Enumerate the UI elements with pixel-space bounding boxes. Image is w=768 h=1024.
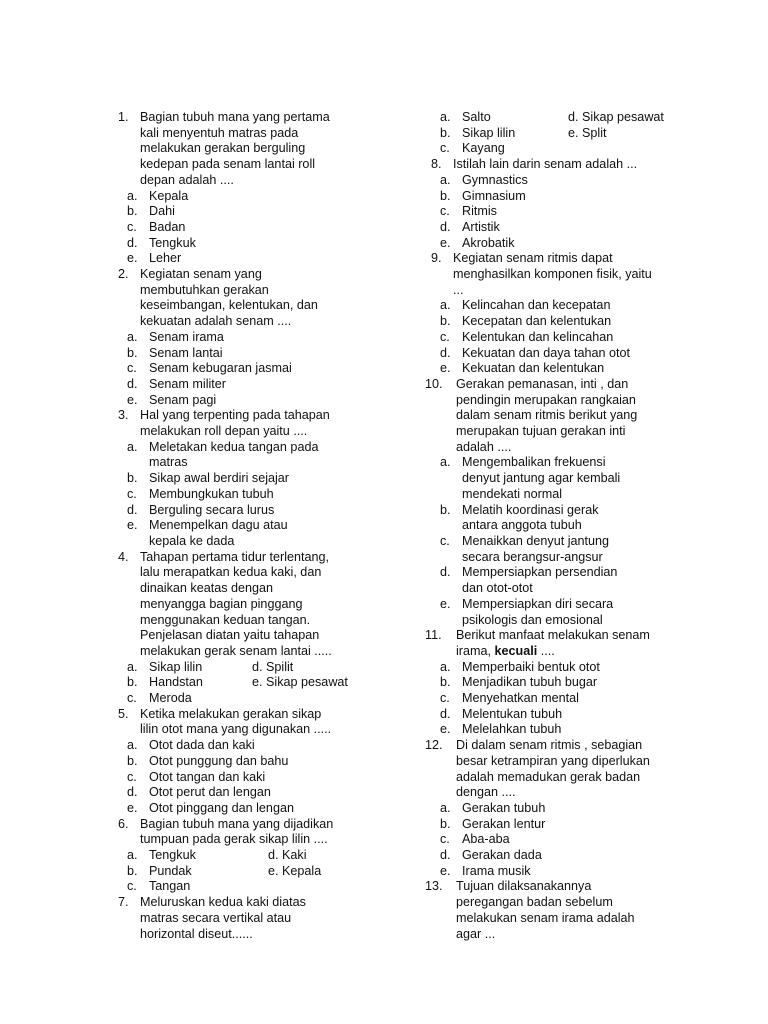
answer-option [431,204,681,220]
option-letter: e. [127,251,138,266]
option-letter: c. [440,832,450,847]
option-text: Melentukan tubuh [462,706,563,721]
question-4 [118,550,368,660]
answer-option [431,597,681,628]
option-letter: e. [440,361,451,376]
option-text: Leher [149,251,182,266]
option-text: e. Split [568,125,607,140]
question-text: menggunakan keduan tangan. [140,612,311,627]
question-number: 10. [425,376,443,391]
answer-option [431,189,681,205]
option-letter: c. [440,329,450,344]
question-text: adalah memadukan gerak badan [456,769,641,784]
option-letter: a. [127,738,138,753]
question-number: 7. [118,895,129,910]
answer-option [431,173,681,189]
option-letter: d. [127,502,138,517]
option-text: antara anggota tubuh [462,518,582,533]
answer-option [431,455,681,502]
answer-option [118,346,368,362]
question-5 [118,707,368,738]
option-letter: e. [127,800,138,815]
question-text: melakukan gerak senam lantai ..... [140,643,332,658]
question-number: 12. [425,738,443,753]
question-text: melakukan roll depan yaitu .... [140,424,308,439]
question-number: 9. [431,251,442,266]
answer-option-row [118,879,368,895]
option-text: mendekati normal [462,486,563,501]
question-number: 8. [431,157,442,172]
option-text: Menjadikan tubuh bugar [462,675,598,690]
option-text: Otot pinggang dan lengan [149,800,294,815]
option-text: Mempersiapkan persendian [462,565,618,580]
question-text: menyangga bagian pinggang [140,596,303,611]
option-letter: c. [440,141,450,156]
answer-option-row [118,691,368,707]
option-letter: e. [440,722,451,737]
question-6 [118,817,368,848]
answer-option-row [118,660,368,676]
question-text: Istilah lain darin senam adalah ... [453,157,638,172]
answer-option [118,377,368,393]
question-text: dengan .... [456,785,516,800]
option-letter: b. [440,188,451,203]
option-text: Otot perut dan lengan [149,785,271,800]
option-letter: b. [127,675,138,690]
option-letter: a. [440,110,451,124]
answer-option [431,330,681,346]
option-letter: b. [440,314,451,329]
answer-option-row [431,126,681,142]
option-text: d. Sikap pesawat [568,110,664,124]
option-letter: d. [440,565,451,580]
option-letter: a. [440,455,451,470]
question-number: 1. [118,110,129,124]
answer-option [118,770,368,786]
question-text: matras secara vertikal atau [140,910,292,925]
question-text: Kegiatan senam ritmis dapat [453,251,613,266]
question-text: kekuatan adalah senam .... [140,314,292,329]
option-text: Kelincahan dan kecepatan [462,298,611,313]
question-text: keseimbangan, kelentukan, dan [140,298,318,313]
question-text: dalam senam ritmis berikut yang [456,408,638,423]
option-text: Meroda [149,691,192,706]
answer-option-row [431,141,681,157]
question-text: melakukan senam irama adalah [456,910,635,925]
option-letter: a. [127,848,138,863]
question-number: 13. [425,879,443,894]
option-text: Salto [462,110,491,124]
option-text: Otot dada dan kaki [149,738,255,753]
option-letter: a. [127,188,138,203]
option-letter: b. [127,345,138,360]
option-letter: c. [440,691,450,706]
question-1 [118,110,368,189]
question-text: Tujuan dilaksanakannya [456,879,592,894]
option-text: Irama musik [462,863,531,878]
option-text: Kelentukan dan kelincahan [462,329,614,344]
question-8 [431,157,681,173]
question-text: Tahapan pertama tidur terlentang, [140,549,330,564]
question-text: Di dalam senam ritmis , sebagian [456,738,643,753]
option-text: d. Spilit [252,659,294,674]
option-text: Ritmis [462,204,497,219]
question-text: kali menyentuh matras pada [140,125,299,140]
question-13 [425,879,681,942]
option-letter: c. [127,361,137,376]
option-letter: a. [127,329,138,344]
answer-option [431,707,681,723]
option-letter: a. [440,172,451,187]
question-text [456,644,681,660]
option-letter: d. [127,785,138,800]
option-letter: c. [127,879,137,894]
option-text: psikologis dan emosional [462,612,603,627]
answer-option [431,346,681,362]
answer-option [118,361,368,377]
answer-option [118,785,368,801]
option-letter: e. [127,518,138,533]
question-text: kedepan pada senam lantai roll [140,157,316,172]
answer-option [431,675,681,691]
option-text: Handstan [149,675,203,690]
answer-option [431,236,681,252]
option-letter: e. [440,596,451,611]
question-text: besar ketrampiran yang diperlukan [456,753,650,768]
question-text: agar ... [456,926,496,941]
question-number: 4. [118,549,129,564]
option-text: dan otot-otot [462,581,533,596]
option-text: Sikap awal berdiri sejajar [149,471,289,486]
answer-option-row [118,675,368,691]
option-text: Senam militer [149,376,226,391]
question-text: lalu merapatkan kedua kaki, dan [140,565,322,580]
question-number: 11. [425,628,442,643]
question-text: Hal yang terpenting pada tahapan [140,408,330,423]
answer-option [431,503,681,534]
question-text: peregangan badan sebelum [456,895,613,910]
answer-option [118,503,368,519]
answer-option [431,565,681,596]
option-text: Kayang [462,141,505,156]
option-text: Menaikkan denyut jantung [462,533,610,548]
option-text: Sikap lilin [149,659,203,674]
question-number: 2. [118,267,129,282]
answer-option [431,832,681,848]
question-text: dinaikan keatas dengan [140,581,274,596]
option-text: Gerakan dada [462,848,542,863]
option-text: Gimnasium [462,188,526,203]
answer-option [431,361,681,377]
option-text: secara berangsur-angsur [462,549,603,564]
option-letter: d. [127,376,138,391]
option-text: Meletakan kedua tangan pada [149,439,319,454]
option-text: denyut jantung agar kembali [462,471,621,486]
question-text: adalah .... [456,439,512,454]
answer-option [118,189,368,205]
option-text: Tengkuk [149,235,196,250]
question-text: Gerakan pemanasan, inti , dan [456,376,629,391]
answer-option [118,330,368,346]
option-text: e. Sikap pesawat [252,675,348,690]
option-text: Melatih koordinasi gerak [462,502,599,517]
question-text-part: irama, [456,643,495,658]
option-letter: c. [127,769,137,784]
question-number: 6. [118,816,129,831]
option-text: Kekuatan dan daya tahan otot [462,345,631,360]
answer-option [431,314,681,330]
option-letter: b. [127,204,138,219]
option-letter: d. [127,235,138,250]
answer-option [431,864,681,880]
answer-option [118,204,368,220]
option-text: Mengembalikan frekuensi [462,455,606,470]
question-text: Berikut manfaat melakukan senam [456,628,650,643]
option-text: Kekuatan dan kelentukan [462,361,605,376]
answer-option [118,220,368,236]
answer-option [118,518,368,549]
question-number: 3. [118,408,129,423]
option-letter: c. [127,691,137,706]
option-text: Memperbaiki bentuk otot [462,659,600,674]
question-number: 5. [118,706,129,721]
option-text: Menempelkan dagu atau [149,518,288,533]
right-column [425,110,681,942]
answer-option [431,722,681,738]
answer-option [118,487,368,503]
answer-option-row [431,110,681,126]
option-letter: a. [127,439,138,454]
question-text: Meluruskan kedua kaki diatas [140,895,306,910]
option-letter: d. [440,848,451,863]
option-text: Otot punggung dan bahu [149,753,289,768]
option-letter: c. [127,219,137,234]
question-text: Kegiatan senam yang [140,267,262,282]
question-12 [425,738,681,801]
option-text: Badan [149,219,186,234]
question-2 [118,267,368,330]
option-letter: c. [440,533,450,548]
option-letter: b. [127,753,138,768]
question-text: Penjelasan diatan yaitu tahapan [140,628,320,643]
option-text: matras [149,455,188,470]
question-text: ... [453,282,464,297]
option-text: Gerakan lentur [462,816,546,831]
answer-option-row [118,864,368,880]
answer-option [118,251,368,267]
question-text: horizontal diseut...... [140,926,253,941]
question-text: depan adalah .... [140,172,234,187]
option-text: Otot tangan dan kaki [149,769,266,784]
answer-option-row [118,848,368,864]
answer-option [431,220,681,236]
option-text: Melelahkan tubuh [462,722,562,737]
answer-option [118,393,368,409]
answer-option [431,534,681,565]
option-letter: b. [440,675,451,690]
option-text: Senam kebugaran jasmai [149,361,292,376]
question-text: Bagian tubuh mana yang pertama [140,110,330,124]
question-text-part: .... [537,643,555,658]
answer-option [431,801,681,817]
option-text: Sikap lilin [462,125,516,140]
option-text: Kepala [149,188,189,203]
option-text: Akrobatik [462,235,515,250]
answer-option [431,298,681,314]
answer-option [118,236,368,252]
question-text: Bagian tubuh mana yang dijadikan [140,816,334,831]
option-text: Berguling secara lurus [149,502,275,517]
question-text: membutuhkan gerakan [140,282,269,297]
option-letter: a. [127,659,138,674]
option-letter: c. [440,204,450,219]
option-letter: a. [440,659,451,674]
option-letter: a. [440,800,451,815]
question-text: lilin otot mana yang digunakan ..... [140,722,332,737]
answer-option [431,691,681,707]
question-text: pendingin merupakan rangkaian [456,392,636,407]
option-letter: b. [440,125,451,140]
option-text: e. Kepala [268,863,322,878]
answer-option [118,754,368,770]
option-letter: d. [440,219,451,234]
option-text: Gymnastics [462,172,528,187]
option-text: Senam lantai [149,345,223,360]
question-text: tumpuan pada gerak sikap lilin .... [140,832,328,847]
option-letter: a. [440,298,451,313]
option-letter: b. [127,863,138,878]
question-10 [425,376,681,456]
question-11 [425,628,681,659]
option-text: Kecepatan dan kelentukan [462,314,612,329]
option-letter: b. [127,471,138,486]
option-text: Menyehatkan mental [462,691,579,706]
question-text: melakukan gerakan berguling [140,141,306,156]
answer-option [118,440,368,471]
answer-option [118,738,368,754]
option-text: Gerakan tubuh [462,800,546,815]
question-9 [431,251,681,298]
option-text: kepala ke dada [149,533,235,548]
option-letter: e. [440,235,451,250]
option-text: Tengkuk [149,848,196,863]
option-letter: d. [440,706,451,721]
option-text: Pundak [149,863,192,878]
answer-option [118,801,368,817]
option-text: Senam irama [149,329,224,344]
option-text: Membungkukan tubuh [149,486,274,501]
answer-option [118,471,368,487]
option-letter: c. [127,486,137,501]
option-letter: d. [440,345,451,360]
option-text: Aba-aba [462,832,510,847]
answer-option [431,848,681,864]
left-column [118,110,368,942]
option-letter: e. [127,392,138,407]
option-text: Senam pagi [149,392,217,407]
option-letter: e. [440,863,451,878]
question-text: Ketika melakukan gerakan sikap [140,706,322,721]
exception-keyword: kecuali [494,643,538,658]
question-text: merupakan tujuan gerakan inti [456,424,626,439]
question-3 [118,408,368,439]
question-text: menghasilkan komponen fisik, yaitu [453,267,652,282]
option-text: Mempersiapkan diri secara [462,596,614,611]
answer-option [431,660,681,676]
option-text: Tangan [149,879,191,894]
option-text: d. Kaki [268,848,307,863]
answer-option [431,817,681,833]
option-text: Dahi [149,204,175,219]
question-7 [118,895,368,942]
option-letter: b. [440,502,451,517]
option-text: Artistik [462,219,500,234]
option-letter: b. [440,816,451,831]
